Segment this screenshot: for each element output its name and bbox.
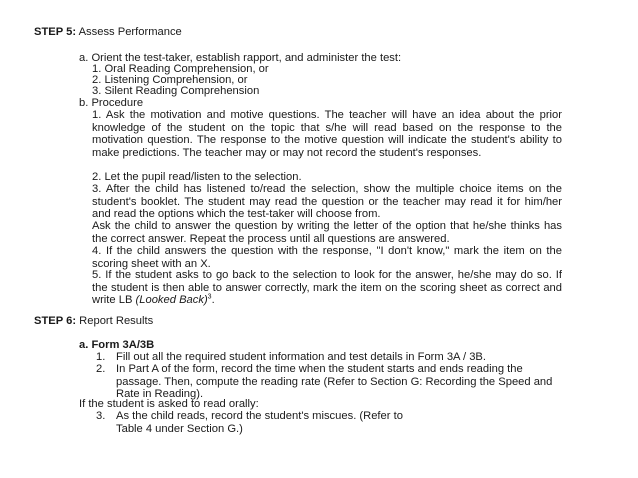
step6-item-2-num: 2.	[96, 363, 106, 375]
step5-title: Assess Performance	[76, 26, 182, 38]
step6-item-1-text: Fill out all the required student information and test details in Form 3A / 3B.	[116, 351, 487, 363]
step5-a-item-1: 1. Oral Reading Comprehension, or	[92, 63, 269, 75]
step5-b-p5-end: .	[211, 294, 215, 307]
step6-item-1-num: 1.	[96, 351, 106, 363]
step5-b-p5-italic: (Looked Back)	[135, 294, 208, 307]
step5-heading	[34, 26, 182, 39]
step6-item-2-text: In Part A of the form, record the time when the student starts and ends reading the passage. Then, compute the reading rate (Refer to Section G: Recording the Speed and Rate in Reading).	[116, 363, 553, 401]
step6-oral-note: If the student is asked to read orally:	[79, 398, 259, 410]
step6-title: Report Results	[76, 315, 154, 327]
step5-b-paragraph-5	[92, 269, 562, 307]
step6-a-heading: a. Form 3A/3B	[79, 339, 155, 351]
step6-item-3-text: As the child reads, record the student's miscues. (Refer to Table 4 under Section G.)	[116, 410, 403, 435]
step5-a-item-2: 2. Listening Comprehension, or	[92, 74, 248, 86]
step5-b-paragraph-2: 2. Let the pupil read/listen to the selection.	[92, 171, 302, 183]
step5-b-paragraph-3: 3. After the child has listened to/read the selection, show the multiple choice items on the student's booklet. The student may read the question or the teacher may read it for him/her and read the options which the test-taker will choose from.	[92, 183, 562, 221]
step5-b-intro: b. Procedure	[79, 97, 144, 109]
step5-b-paragraph-1: 1. Ask the motivation and motive questions. The teacher will have an idea about the prior knowledge of the student on the topic that s/he will read based on the response to the motivation question. The response to the motive question will indicate the student's ability to make predictions. The teacher may or may not record the student's responses.	[92, 109, 562, 159]
step6-item-3-num: 3.	[96, 410, 106, 422]
step5-b-p5-text: 5. If the student asks to go back to the selection to look for the answer, he/she may do so. If the student is then able to answer correctly, mark the item on the scoring sheet as correct and write LB	[92, 269, 562, 307]
step6-heading	[34, 315, 153, 328]
step6-label: STEP 6:	[34, 315, 77, 327]
step5-b-paragraph-4: 4. If the child answers the question with the response, "I don't know," mark the item on the scoring sheet with an X.	[92, 245, 562, 270]
step5-label: STEP 5:	[34, 26, 77, 38]
step5-b-p5-footnote: 3	[207, 293, 212, 301]
step5-a-item-3: 3. Silent Reading Comprehension	[92, 85, 260, 97]
step5-b-paragraph-3b: Ask the child to answer the question by writing the letter of the option that he/she thinks has the correct answer. Repeat the process until all questions are answered.	[92, 220, 562, 245]
step5-a-intro: a. Orient the test-taker, establish rapport, and administer the test:	[79, 52, 402, 64]
